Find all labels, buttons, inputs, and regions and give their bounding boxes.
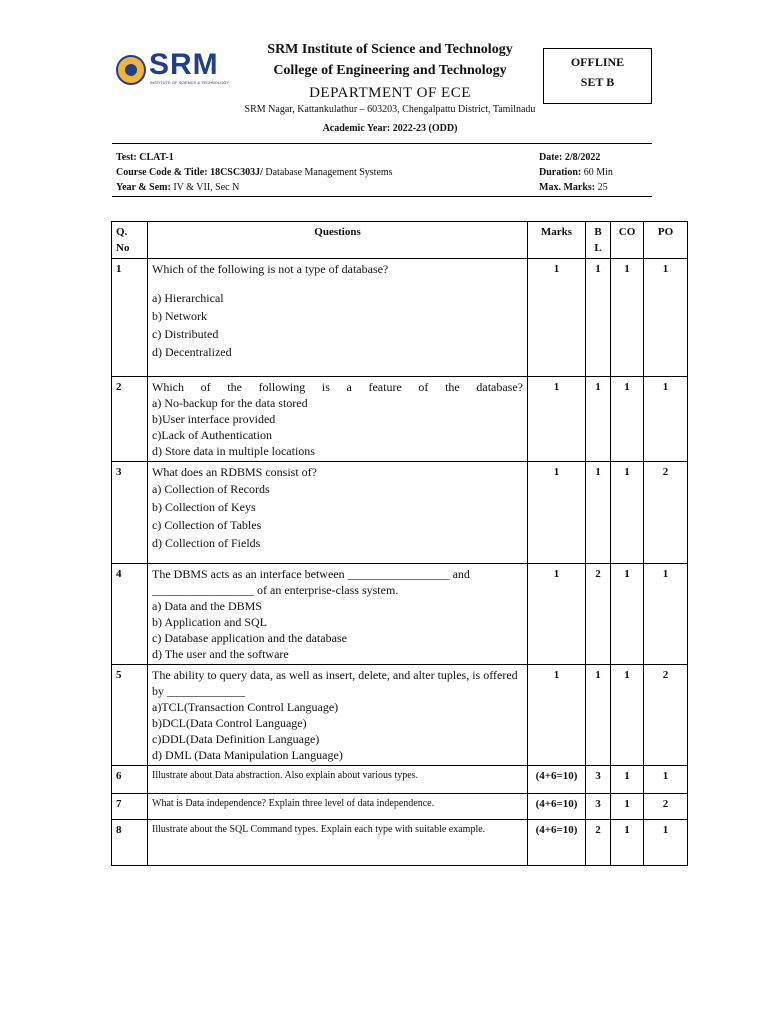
q-number: 6	[112, 766, 148, 794]
option: a) Hierarchical	[152, 291, 224, 305]
table-header-row	[112, 222, 688, 259]
option: c)Lack of Authentication	[152, 428, 272, 442]
course-title: Database Management Systems	[262, 167, 393, 178]
year-value: IV & VII, Sec N	[170, 182, 240, 193]
table-row	[112, 259, 688, 377]
test-value: CLAT-1	[139, 152, 174, 163]
q-text: The DBMS acts as an interface between _________________ and _________________ of an enterprise-class system.	[152, 567, 470, 597]
q-number: 4	[112, 564, 148, 665]
q-number: 3	[112, 462, 148, 564]
table-row	[112, 377, 688, 462]
logo-wordmark: SRM	[149, 48, 219, 81]
college-name: College of Engineering and Technology	[273, 63, 507, 78]
q-co: 1	[611, 377, 644, 462]
course-line	[116, 165, 393, 180]
exam-mode: OFFLINE	[570, 55, 625, 69]
q-marks: 1	[528, 462, 586, 564]
q-po: 1	[644, 820, 688, 866]
address: SRM Nagar, Kattankulathur – 603203, Chengalpattu District, Tamilnadu	[244, 104, 536, 115]
q-text: Which of the following is not a type of database?	[152, 262, 389, 276]
q-co: 1	[611, 665, 644, 766]
q-text: The ability to query data, as well as insert, delete, and alter tuples, is offered by _____________	[152, 668, 518, 698]
q-marks: 1	[528, 377, 586, 462]
set-box	[543, 48, 652, 104]
academic-year: Academic Year: 2022-23 (ODD)	[322, 123, 458, 134]
q-text: Which of the following is a feature of the database?	[152, 380, 523, 394]
date-value: 2/8/2022	[562, 152, 601, 163]
q-po: 2	[644, 665, 688, 766]
option: d) Collection of Fields	[152, 536, 261, 550]
table-row	[112, 820, 688, 866]
test-line	[116, 150, 393, 165]
q-marks: 1	[528, 665, 586, 766]
option: c) Database application and the database	[152, 631, 347, 645]
table-row	[112, 665, 688, 766]
option: b) Collection of Keys	[152, 500, 256, 514]
q-cell	[148, 377, 528, 462]
q-text: What is Data independence? Explain three level of data independence.	[148, 794, 528, 820]
marks-label: Max. Marks:	[539, 182, 596, 193]
option: d) DML (Data Manipulation Language)	[152, 748, 343, 762]
q-co: 1	[611, 462, 644, 564]
course-code: 18CSC303J/	[210, 167, 263, 178]
table-row	[112, 564, 688, 665]
logo-subtext: INSTITUTE OF SCIENCE & TECHNOLOGY	[150, 80, 230, 85]
q-bl: 1	[586, 259, 611, 377]
q-bl: 1	[586, 462, 611, 564]
q-text: Illustrate about Data abstraction. Also explain about various types.	[148, 766, 528, 794]
q-po: 1	[644, 766, 688, 794]
meta-right	[539, 150, 613, 195]
option: c) Collection of Tables	[152, 518, 262, 532]
q-bl: 1	[586, 377, 611, 462]
option: c) Distributed	[152, 327, 219, 341]
q-number: 2	[112, 377, 148, 462]
header-qno: Q. No	[112, 222, 148, 259]
q-marks: (4+6=10)	[528, 820, 586, 866]
q-po: 2	[644, 794, 688, 820]
divider-bottom	[112, 196, 652, 197]
q-co: 1	[611, 766, 644, 794]
header-po: PO	[644, 222, 688, 259]
q-cell	[148, 259, 528, 377]
divider-top	[112, 143, 652, 144]
q-bl: 1	[586, 665, 611, 766]
duration-line	[539, 165, 613, 180]
duration-label: Duration:	[539, 167, 582, 178]
option: a) Data and the DBMS	[152, 599, 262, 613]
option: c)DDL(Data Definition Language)	[152, 732, 320, 746]
year-line	[116, 180, 393, 195]
q-po: 1	[644, 564, 688, 665]
duration-value: 60 Min	[581, 167, 613, 178]
srm-seal-icon	[116, 55, 146, 85]
q-co: 1	[611, 564, 644, 665]
test-label: Test:	[116, 152, 137, 163]
srm-logo	[116, 50, 228, 90]
q-bl: 3	[586, 794, 611, 820]
q-po: 1	[644, 259, 688, 377]
option: b)DCL(Data Control Language)	[152, 716, 307, 730]
q-number: 1	[112, 259, 148, 377]
q-options	[152, 480, 523, 552]
q-text: Illustrate about the SQL Command types. Explain each type with suitable example.	[148, 820, 528, 866]
exam-set: SET B	[580, 75, 615, 89]
q-cell	[148, 665, 528, 766]
q-co: 1	[611, 794, 644, 820]
option: b) Network	[152, 309, 207, 323]
department-name: DEPARTMENT OF ECE	[309, 85, 471, 101]
q-number: 8	[112, 820, 148, 866]
q-options	[152, 598, 523, 662]
header-marks: Marks	[528, 222, 586, 259]
q-text: What does an RDBMS consist of?	[152, 465, 317, 479]
option: d) Decentralized	[152, 345, 232, 359]
table-row	[112, 766, 688, 794]
q-cell	[148, 462, 528, 564]
date-line	[539, 150, 613, 165]
option: b)User interface provided	[152, 412, 276, 426]
q-bl: 2	[586, 564, 611, 665]
year-label: Year & Sem:	[116, 182, 171, 193]
course-label: Course Code & Title:	[116, 167, 208, 178]
option: a) No-backup for the data stored	[152, 396, 308, 410]
marks-line	[539, 180, 613, 195]
date-label: Date:	[539, 152, 563, 163]
table-row	[112, 462, 688, 564]
q-co: 1	[611, 259, 644, 377]
q-marks: (4+6=10)	[528, 766, 586, 794]
q-number: 5	[112, 665, 148, 766]
option: a) Collection of Records	[152, 482, 270, 496]
q-number: 7	[112, 794, 148, 820]
q-bl: 3	[586, 766, 611, 794]
header-questions: Questions	[148, 222, 528, 259]
questions-table	[111, 221, 688, 866]
q-options	[152, 395, 523, 459]
marks-value: 25	[595, 182, 608, 193]
q-options	[152, 699, 523, 763]
option: d) Store data in multiple locations	[152, 444, 315, 458]
q-marks: 1	[528, 259, 586, 377]
q-co: 1	[611, 820, 644, 866]
meta-left	[116, 150, 393, 195]
q-po: 2	[644, 462, 688, 564]
option: b) Application and SQL	[152, 615, 267, 629]
option: d) The user and the software	[152, 647, 289, 661]
q-bl: 2	[586, 820, 611, 866]
table-row	[112, 794, 688, 820]
header-bl: B L	[586, 222, 611, 259]
q-marks: (4+6=10)	[528, 794, 586, 820]
option: a)TCL(Transaction Control Language)	[152, 700, 339, 714]
q-po: 1	[644, 377, 688, 462]
q-options	[152, 289, 523, 361]
institute-name: SRM Institute of Science and Technology	[267, 42, 513, 57]
q-marks: 1	[528, 564, 586, 665]
q-cell	[148, 564, 528, 665]
header-co: CO	[611, 222, 644, 259]
